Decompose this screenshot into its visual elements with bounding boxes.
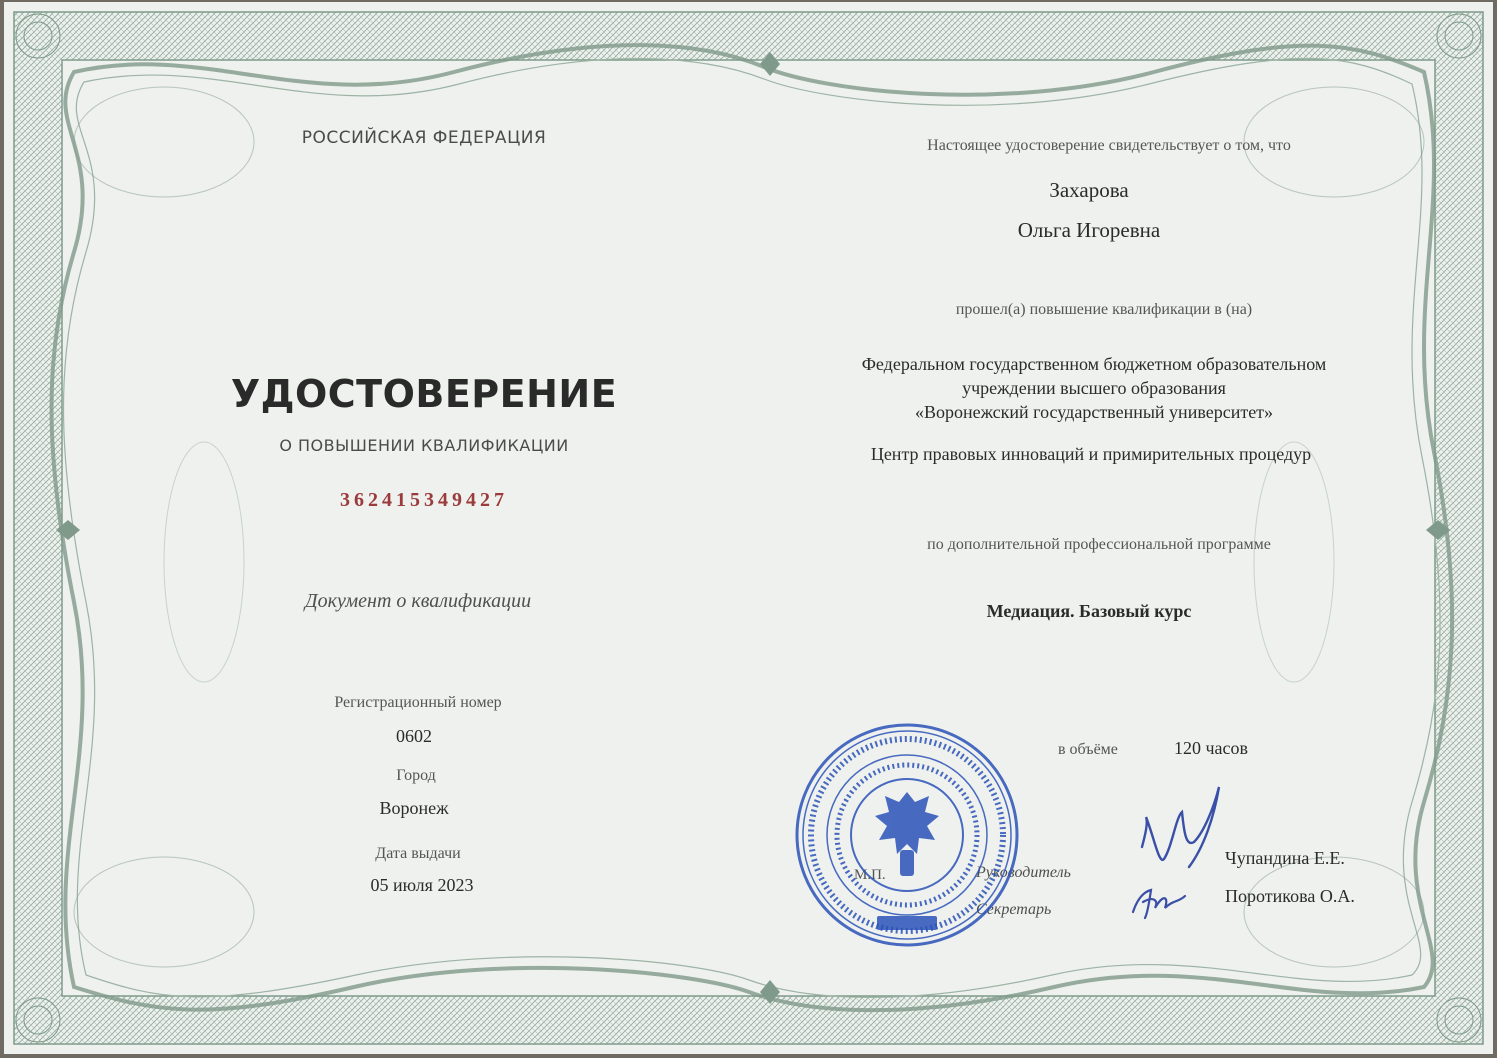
- city: Воронеж: [379, 798, 449, 818]
- issue-date-label: Дата выдачи: [375, 845, 461, 862]
- head-signature: [1134, 777, 1234, 872]
- volume-hours: 120 часов: [1174, 738, 1249, 758]
- country-name: РОССИЙСКАЯ ФЕДЕРАЦИЯ: [301, 128, 547, 148]
- official-stamp: [792, 720, 1022, 950]
- secretary-label: Секретарь: [976, 901, 1052, 918]
- document-title: УДОСТОВЕРЕНИЕ: [230, 372, 618, 416]
- document-subtitle: О ПОВЫШЕНИИ КВАЛИФИКАЦИИ: [279, 436, 569, 455]
- passed-text: прошел(а) повышение квалификации в (на): [955, 301, 1253, 318]
- volume-label: в объёме: [1058, 741, 1118, 758]
- secretary-signature: [1129, 882, 1189, 922]
- intro-text: Настоящее удостоверение свидетельствует о том, что: [927, 137, 1291, 154]
- holder-surname: Захарова: [1049, 178, 1129, 202]
- organization-line-1: Федеральном государственном бюджетном образовательном: [861, 354, 1327, 374]
- head-label: Руководитель: [976, 864, 1071, 881]
- registration-number: 0602: [396, 726, 432, 746]
- document-type: Документ о квалификации: [304, 590, 532, 612]
- city-label: Город: [396, 767, 436, 784]
- head-name: Чупандина Е.Е.: [1225, 848, 1345, 868]
- program-label: по дополнительной профессиональной программе: [927, 536, 1271, 553]
- certificate-sheet: [4, 2, 1493, 1054]
- organization-line-2: учреждении высшего образования: [962, 378, 1226, 398]
- seal-place-label: М.П.: [854, 867, 886, 883]
- issue-date: 05 июля 2023: [370, 875, 474, 895]
- center-name: Центр правовых инноваций и примирительных процедур: [870, 444, 1312, 464]
- organization-line-3: «Воронежский государственный университет»: [914, 402, 1274, 422]
- secretary-name: Поротикова О.А.: [1225, 886, 1355, 906]
- registration-label: Регистрационный номер: [334, 694, 502, 711]
- serial-number: 362415349427: [340, 489, 508, 511]
- holder-name: Ольга Игоревна: [1017, 218, 1161, 242]
- eagle-emblem-icon: [875, 792, 939, 930]
- program-name: Медиация. Базовый курс: [986, 601, 1192, 621]
